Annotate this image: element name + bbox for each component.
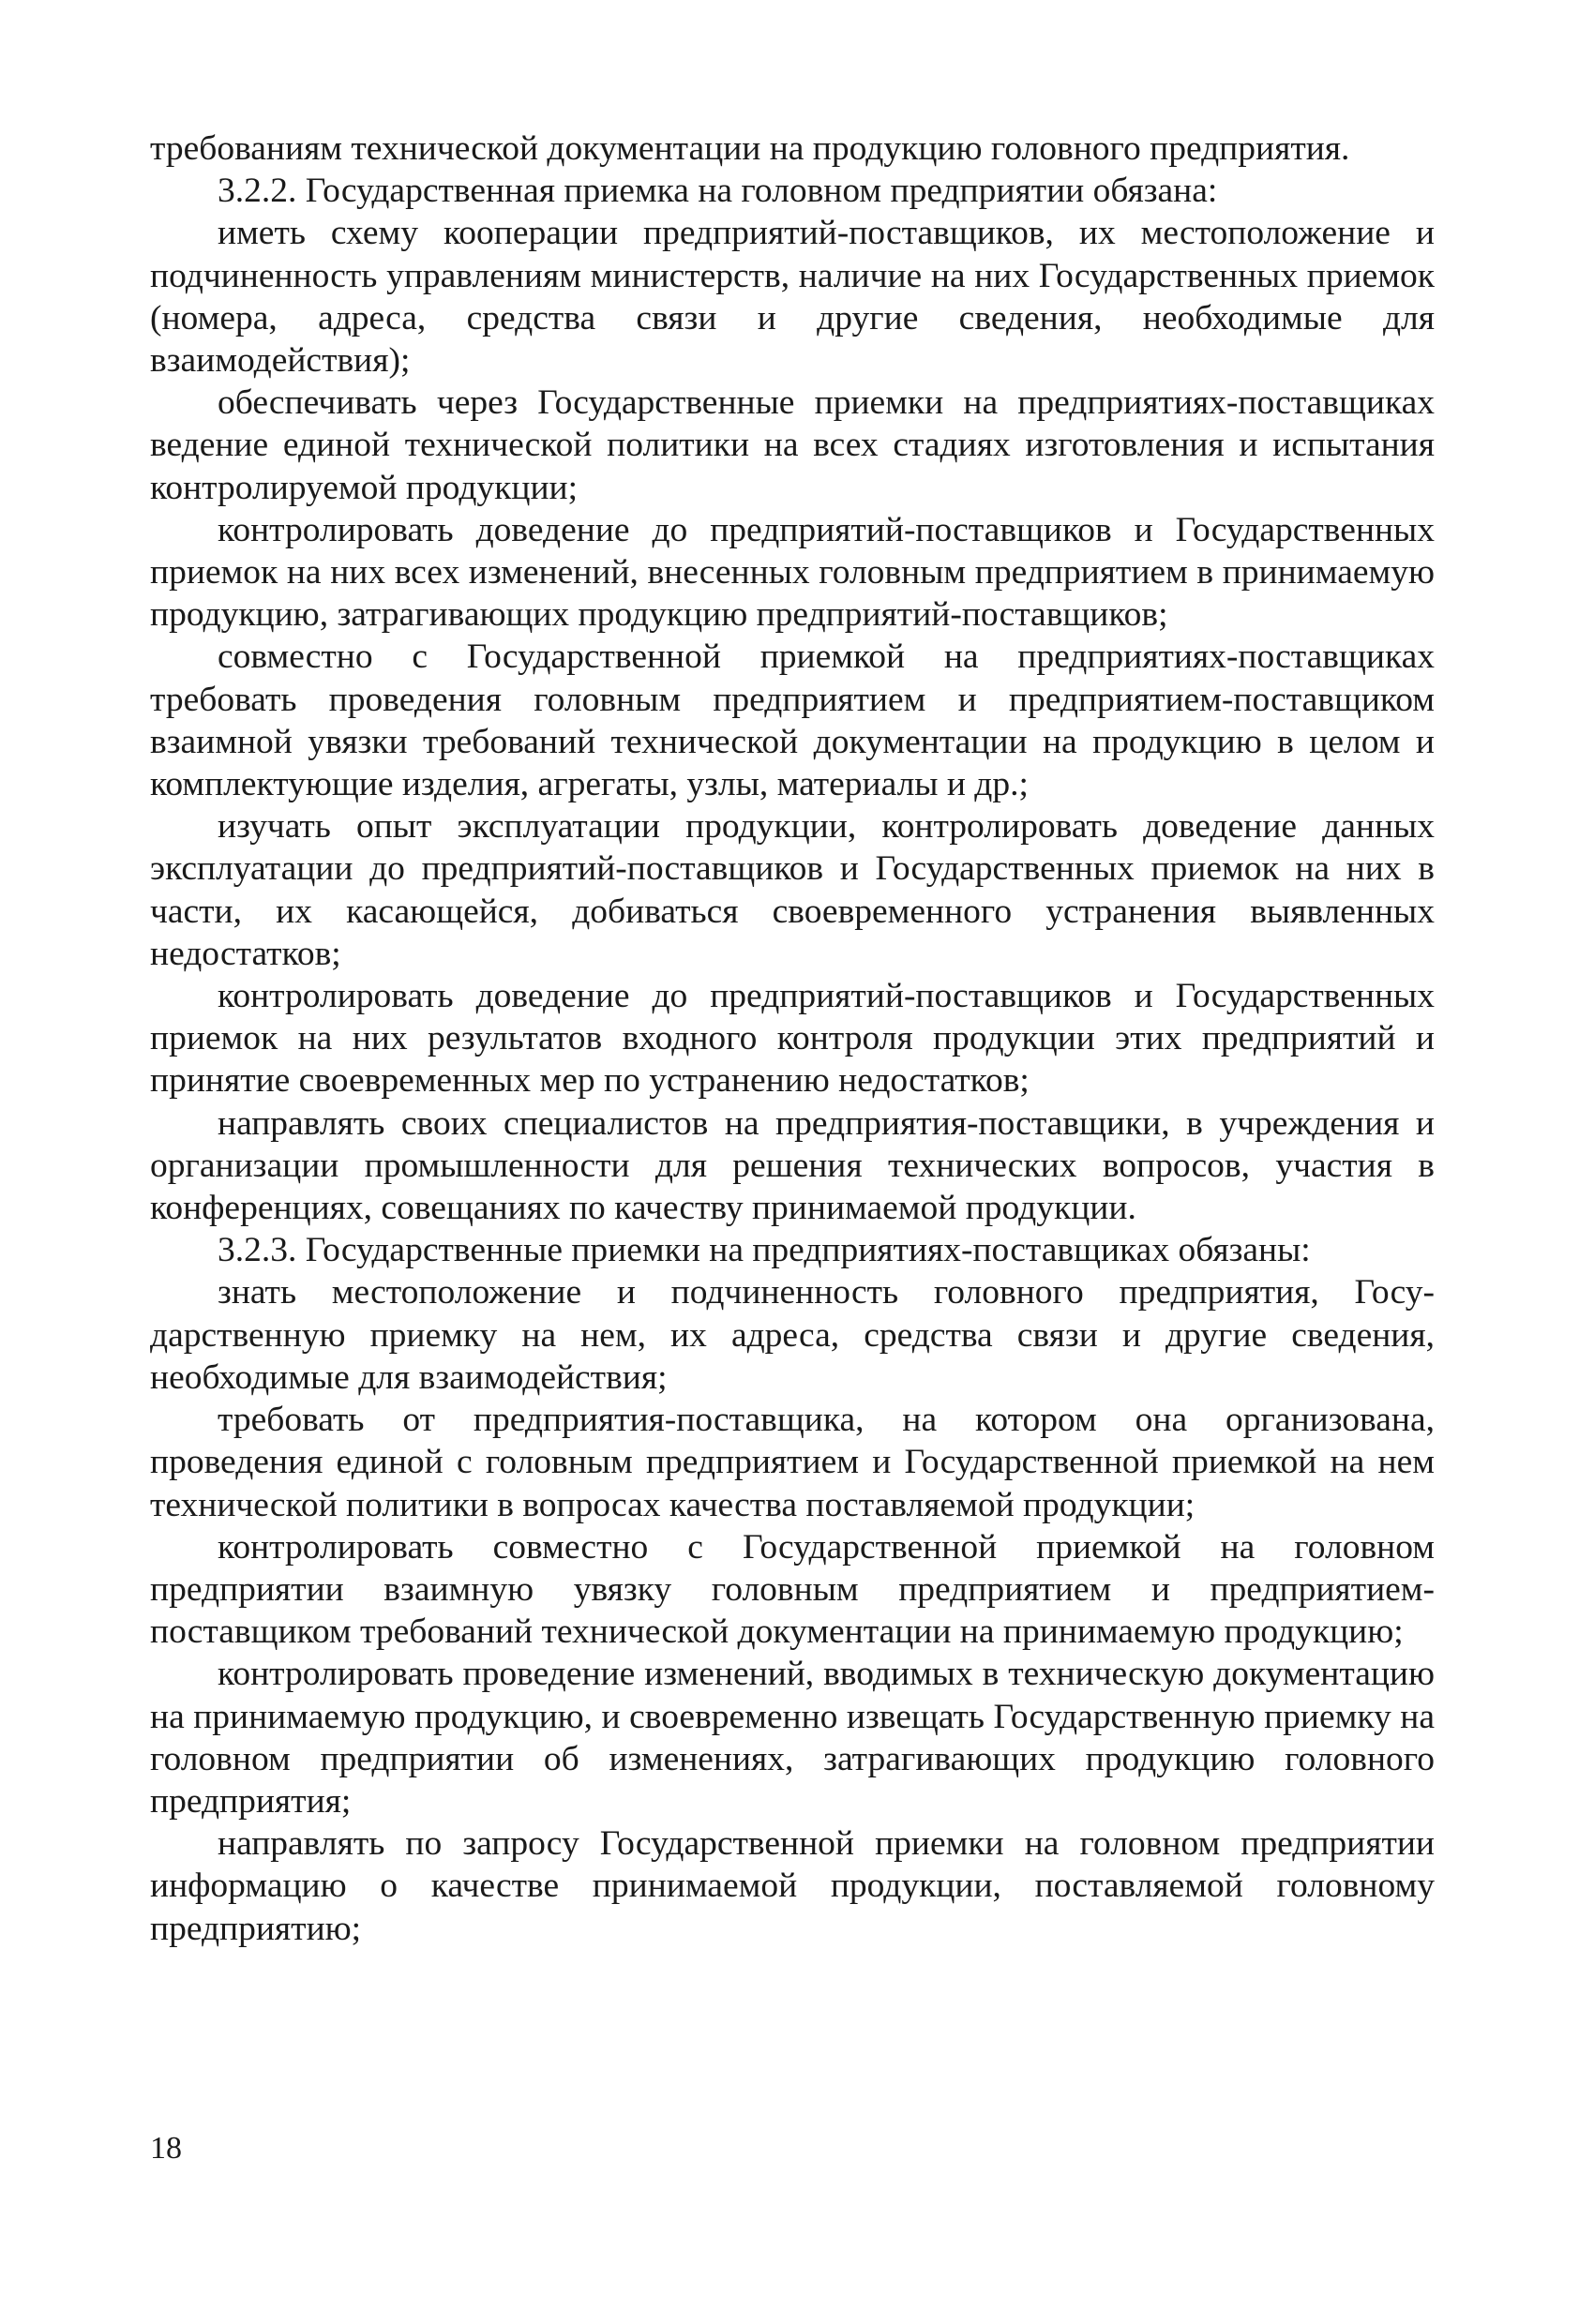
- paragraph-list-item: контролировать доведение до предприятий-поставщиков и Государственных приемок на них всех изменений, внесенных головным предприятием в принимаемую продукцию, затрагивающих продукцию предприятий-поставщиков;: [150, 510, 1435, 635]
- paragraph-list-item: иметь схему кооперации предприятий-поставщиков, их местоположение и подчиненность управлениям министерств, наличие на них Государственных приемок (номера, адреса, средства связи и другие сведения, необходимые для взаимодействия);: [150, 214, 1435, 381]
- paragraph-list-item: направлять своих специалистов на предприятия-поставщики, в учреждения и организации промышленности для решения технических вопросов, участия в конференциях, совещаниях по качеству принимаемой продукции.: [150, 1103, 1435, 1228]
- paragraph-list-item: контролировать доведение до предприятий-поставщиков и Государственных приемок на них результатов входного контроля продукции этих предприятий и принятие своевременных мер по устранению недостатков;: [150, 977, 1435, 1101]
- section-3-2-3-heading: 3.2.3. Государственные приемки на предприятиях-поставщиках обязаны:: [218, 1231, 1311, 1270]
- paragraph-continuation: требованиям технической документации на продукцию головного предприятия.: [150, 129, 1350, 168]
- paragraph-list-item: обеспечивать через Государственные приемки на предприятиях-поставщиках ведение единой технической политики на всех стадиях изготовления и испытания контролируемой продукции;: [150, 383, 1435, 507]
- paragraph-list-item: контролировать проведение изменений, вводимых в техническую документацию на принимаемую продукцию, и своевременно извещать Государственную приемку на головном предприятии об изменениях, затрагивающих продукцию головного предприятия;: [150, 1655, 1435, 1821]
- section-3-2-2-heading: 3.2.2. Государственная приемка на головном предприятии обязана:: [218, 172, 1218, 211]
- page-body: [150, 127, 1435, 1950]
- paragraph-list-item: направлять по запросу Государственной приемки на головном предприятии информацию о качестве принимаемой продукции, поставляемой головному предприятию;: [150, 1824, 1435, 1948]
- paragraph-list-item: совместно с Государственной приемкой на предприятиях-поставщиках требовать проведения головным предприятием и предприятием-поставщиком взаимной увязки требований технической документации на продукцию в целом и комплектующие изделия, агрегаты, узлы, материалы и др.;: [150, 637, 1435, 804]
- paragraph-list-item: знать местоположение и подчиненность головного предприятия, Государственную приемку на нем, их адреса, средства связи и другие сведения, необходимые для взаимодействия;: [150, 1273, 1435, 1397]
- paragraph-list-item: контролировать совместно с Государственной приемкой на головном предприятии взаимную увязку головным предприятием и предприятием-поставщиком требований технической документации на принимаемую продукцию;: [150, 1527, 1435, 1652]
- page-number: 18: [150, 2131, 182, 2166]
- paragraph-list-item: изучать опыт эксплуатации продукции, контролировать доведение данных эксплуатации до предприятий-поставщиков и Государственных приемок на них в части, их касающейся, добиваться своевременного устранения выявленных недостатков;: [150, 807, 1435, 973]
- paragraph-list-item: требовать от предприятия-поставщика, на котором она организована, проведения единой с головным предприятием и Государственной приемкой на нем технической политики в вопросах качества поставляемой продукции;: [150, 1401, 1435, 1524]
